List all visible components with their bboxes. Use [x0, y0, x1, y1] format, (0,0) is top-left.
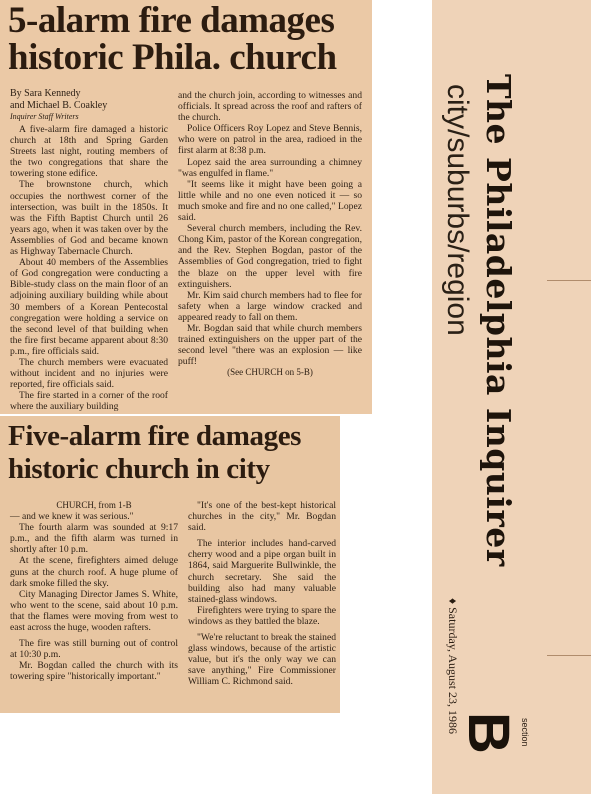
- article2-headline-line2: historic church in city: [8, 453, 270, 486]
- paragraph: The brownstone church, which occupies the northwest corner of the intersection, was built in the 1850s. It was the Fifth Baptist Church until 26 years ago, when it was taken over by the Assemblies of God and became known as Highway Tabernacle Church.: [10, 179, 168, 258]
- article2-headline-line1: Five-alarm fire damages: [8, 420, 302, 452]
- paragraph: At the scene, firefighters aimed deluge guns at the church roof. A huge plume of dark smoke filled the sky.: [10, 555, 178, 589]
- section-label: section: [520, 718, 530, 747]
- paragraph: The church members were evacuated without incident and no injuries were reported, fire officials said.: [10, 356, 168, 391]
- paragraph: Firefighters were trying to spare the windows as they battled the blaze.: [188, 604, 336, 627]
- paragraph: — and we knew it was serious.": [10, 511, 134, 523]
- paragraph: City Managing Director James S. White, who went to the scene, said about 10 p.m. that the flames were moving from west to east across the huge, wooden rafters.: [10, 588, 178, 634]
- paragraph: Lopez said the area surrounding a chimney "was engulfed in flame.": [178, 156, 362, 179]
- paragraph: "It seems like it might have been going a little while and no one even noticed it — so much smoke and fire and no one called," Lopez said.: [178, 178, 362, 224]
- article2-column1: [10, 500, 178, 683]
- jump-from: CHURCH, from 1-B: [56, 500, 132, 510]
- article1-headline-line1: 5-alarm fire damages: [8, 0, 335, 41]
- paragraph: Police Officers Roy Lopez and Steve Bennis, who were on patrol in the area, radioed in the first alarm at 8:38 p.m.: [178, 123, 362, 157]
- paragraph: Several church members, including the Rev. Chong Kim, pastor of the Korean congregation, and the Rev. Stephen Bogdan, pastor of the Assemblies of God congregation, tried to fight the blaze on the upper level with fire extinguishers.: [178, 223, 362, 290]
- edition-date: ♦ Saturday, August 23, 1986: [446, 598, 460, 735]
- jump-line: (See CHURCH on 5-B): [227, 367, 313, 378]
- byline-staff: Inquirer Staff Writers: [10, 112, 79, 121]
- paragraph: Mr. Bogdan said that while church members trained extinguishers on the upper part of the second level "there was an explosion — like puff!: [178, 322, 362, 368]
- article2-headline: [8, 420, 301, 487]
- article1-headline-line2: historic Phila. church: [8, 37, 337, 78]
- paragraph: Mr. Bogdan called the church with its towering spire "historically important.": [10, 660, 178, 683]
- paragraph: Mr. Kim said church members had to flee for safety when a large window cracked and appeared ready to fall on them.: [178, 289, 362, 323]
- article1-column1: [10, 124, 168, 412]
- byline-author1: By Sara Kennedy: [10, 88, 81, 99]
- paragraph: "We're reluctant to break the stained glass windows, because of the artistic value, but it's the only way we can save anything," Fire Commissioner William C. Richmond said.: [188, 632, 336, 688]
- divider: [547, 280, 591, 281]
- paragraph: About 40 members of the Assemblies of God congregation were conducting a Bible-study class on the main floor of an adjoining auxiliary building while about 30 members of a Korean Pentecostal congregation were holding a service on the second level of that building when the fire first became apparent about 8:30 p.m., fire officials said.: [10, 257, 168, 357]
- paragraph: "It's one of the best-kept historical churches in the city," Mr. Bogdan said.: [188, 500, 336, 534]
- paragraph: A five-alarm fire damaged a historic church at 18th and Spring Garden Streets last night, routing members of the two congregations that share the towering stone edifice.: [10, 124, 168, 180]
- paragraph: The fourth alarm was sounded at 9:17 p.m., and the fifth alarm was turned in shortly after 10 p.m.: [10, 522, 178, 556]
- section-letter: B: [456, 712, 521, 754]
- article1-headline: [8, 2, 337, 76]
- article1-byline: [10, 88, 107, 122]
- paragraph: The interior includes hand-carved cherry wood and a pipe organ built in 1864, said Marguerite Bullwinkle, the church secretary. She said the building also had many valuable stained-glass windows.: [188, 538, 336, 605]
- masthead: The Philadelphia Inquirer: [479, 74, 518, 567]
- paragraph: The fire was still burning out of control at 10:30 p.m.: [10, 638, 178, 661]
- paragraph: and the church join, according to witnesses and officials. It spread across the roof and rafters of the church.: [178, 90, 362, 124]
- paragraph: The fire started in a corner of the roof where the auxiliary building: [10, 390, 168, 413]
- byline-author2: and Michael B. Coakley: [10, 100, 108, 111]
- section-name: city/suburbs/region: [441, 84, 474, 336]
- article1-column2: [178, 90, 362, 378]
- article2-column2: [188, 500, 336, 688]
- divider: [547, 655, 591, 656]
